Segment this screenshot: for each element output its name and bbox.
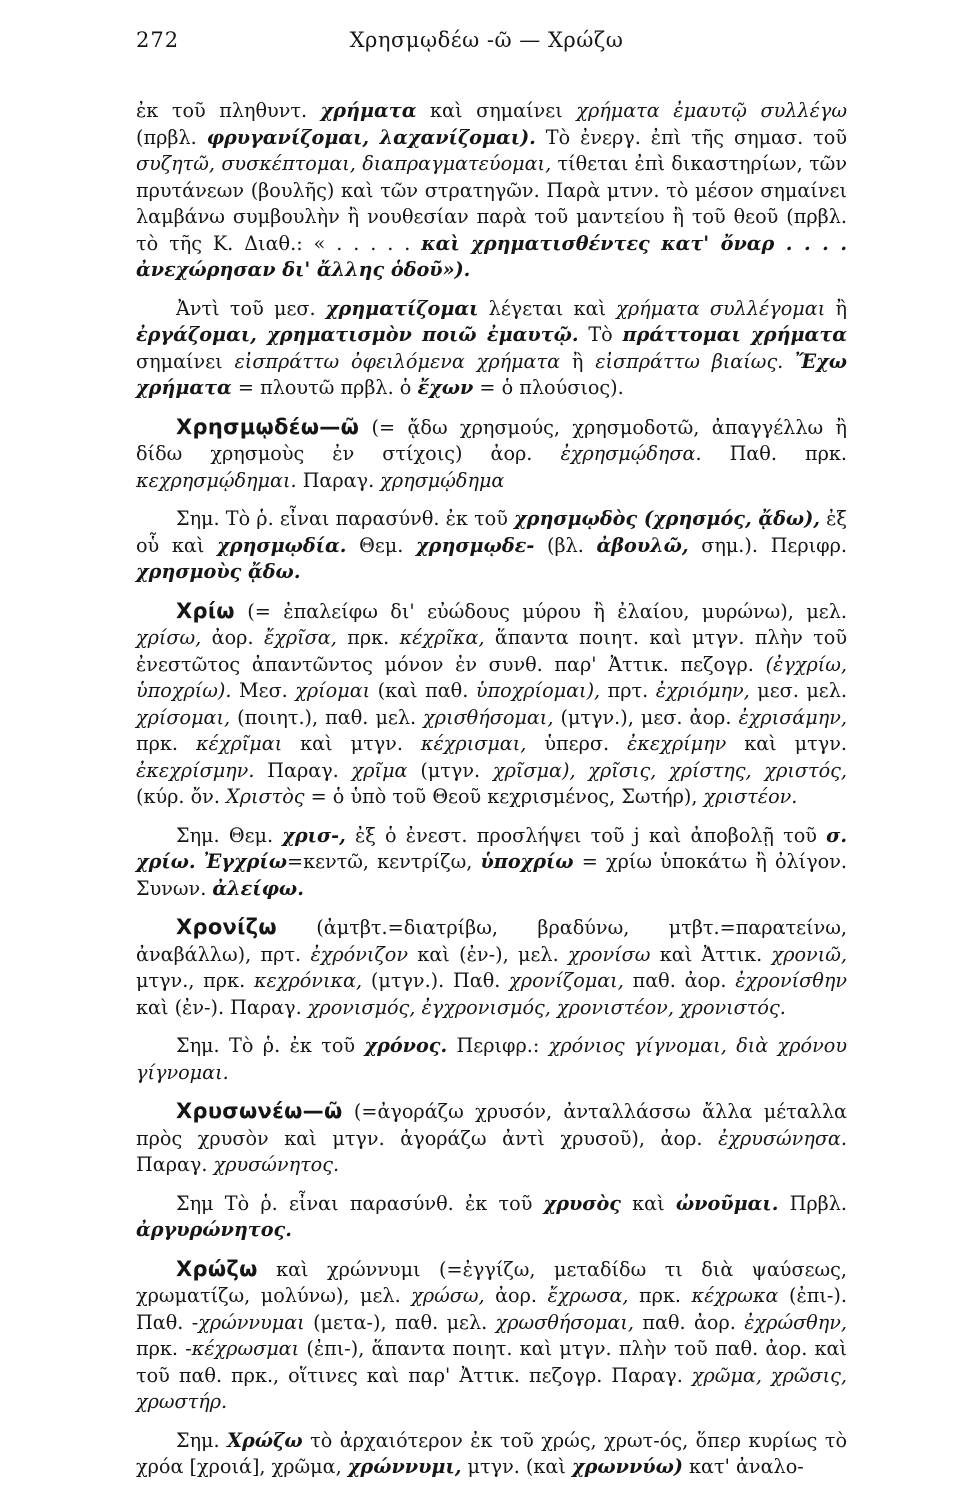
italic-form: χρονίζομαι, xyxy=(509,969,624,992)
text-run: σημ.). Περιφρ. xyxy=(688,533,847,557)
text-run: πρκ. xyxy=(628,1284,692,1307)
italic-form: χρονιῶ, xyxy=(771,942,847,966)
text-run: καὶ χρώννυμι (=ἐγγίζω, μεταδίδω τι διὰ ψαύσεως, χρωματίζω, μολύνω), μελ. xyxy=(136,1257,847,1307)
italic-form: ὑποχρίομαι), xyxy=(475,679,601,702)
italic-form: συζητῶ, συσκέπτομαι, διαπραγματεύομαι, xyxy=(136,152,552,175)
text-run: Παραγ. xyxy=(296,468,381,492)
text-run: (ἐπι-), ἅπαντα ποιητ. καὶ μτγν. πλὴν τοῦ παθ. ἀορ. καὶ τοῦ παθ. πρκ., οἵτινες καὶ παρ' Ἀττικ. πεζογρ. Παραγ. xyxy=(136,1337,847,1387)
headword: Χρησμῳδέω—ῶ xyxy=(176,414,360,439)
entry-paragraph xyxy=(136,1256,847,1416)
text-run: (= ἐπαλείφω δι' εὐώδους μύρου ἢ ἐλαίου, μυρώνω), μελ. xyxy=(234,599,847,623)
entry-paragraph xyxy=(136,296,847,402)
bold-italic-term: χρησμῳδὸς (χρησμός, ᾄδω), xyxy=(514,507,820,530)
note-paragraph xyxy=(136,1191,847,1244)
page-header xyxy=(136,28,847,72)
bold-italic-term: ἀργυρώνητος. xyxy=(136,1218,292,1241)
italic-form: ἐχρώσθην, xyxy=(744,1310,847,1334)
text-run: = πλουτῶ πρβλ. ὁ xyxy=(231,376,418,399)
italic-form: χρήματα ἐμαυτῷ συλλέγω xyxy=(576,99,847,122)
text-run: Σημ. Τὸ ῥ. εἶναι παρασύνθ. ἐκ τοῦ xyxy=(176,507,515,530)
bold-italic-term: χρηματίζομαι xyxy=(325,296,479,320)
text-run: ὑπερσ. xyxy=(526,732,628,755)
italic-form: χρόνιος γίγνομαι, διὰ χρόνου γίγνομαι. xyxy=(136,1034,847,1084)
headword: Χρυσωνέω—ῶ xyxy=(176,1099,343,1123)
italic-form: εἰσπράττω βιαίως. xyxy=(595,349,784,373)
bold-italic-term: χρώννυμι, xyxy=(347,1455,462,1478)
text-run: (ποιητ.), παθ. μελ. xyxy=(230,705,424,729)
text-run: (μτγν.), μεσ. ἀορ. xyxy=(553,705,739,729)
italic-form: ἔχρωσα, xyxy=(547,1284,629,1307)
bold-italic-term: φρυγανίζομαι, λαχανίζομαι). xyxy=(206,125,536,149)
text-run: μτγν., πρκ. xyxy=(136,969,254,992)
headword: Χρώζω xyxy=(176,1256,258,1281)
bold-italic-term: χρωννύω) xyxy=(572,1455,683,1478)
text-run: παθ. ἀορ. xyxy=(634,1310,745,1334)
italic-form: χρῶμα, χρῶσις, χρωστήρ. xyxy=(136,1363,847,1413)
text-run: = ὁ πλούσιος). xyxy=(473,376,624,399)
text-run: καὶ μτγν. xyxy=(726,732,847,755)
italic-form: χρονίσω xyxy=(568,942,651,966)
bold-italic-term: ὑποχρίω xyxy=(480,850,574,873)
text-run: Θεμ. xyxy=(346,533,417,557)
text-run: (βλ. xyxy=(534,533,597,557)
italic-form: χρησμῴδημα xyxy=(380,468,505,492)
text-run xyxy=(783,350,795,373)
italic-form: ἔχρῖσα, xyxy=(263,626,337,649)
text-run: ἐξ οὗ καὶ xyxy=(136,507,847,557)
text-run: Παθ. πρκ. xyxy=(701,442,847,465)
text-run: ἀορ. xyxy=(484,1284,548,1307)
note-paragraph xyxy=(136,1033,847,1086)
italic-form: χρίομαι xyxy=(295,679,371,702)
text-run: Σημ. Τὸ ῥ. ἐκ τοῦ xyxy=(176,1034,365,1057)
text-run: πρτ. xyxy=(600,679,656,702)
text-run: ἐκ τοῦ πληθυντ. xyxy=(136,99,321,122)
text-run: τίθεται ἐπὶ δικαστηρίων, τῶν πρυτάνεων (βουλῆς) καὶ τῶν στρατηγῶν. Παρὰ μτνν. τὸ μέσον σημαίνει λαμβάνω συμβουλὴν ἢ νουθεσίαν παρὰ τοῦ μαντείου ἢ τοῦ θεοῦ (πρβλ. τὸ τῆς Κ. Διαθ.: « . . . . . xyxy=(136,152,847,255)
italic-form: χρίσομαι, xyxy=(136,705,231,729)
text-run: Σημ. xyxy=(176,1428,228,1452)
bold-italic-term: χρισ-, xyxy=(282,823,346,847)
text-run: (=ἀγοράζω χρυσόν, ἀνταλλάσσω ἄλλα μέταλλα πρὸς χρυσὸν καὶ μτγν. ἀγοράζω ἀντὶ χρυσοῦ), ἀορ. xyxy=(136,1100,847,1150)
italic-form: χρονισμός, ἐγχρονισμός, χρονιστέον, χρονιστός. xyxy=(307,995,786,1019)
text-run: Τὸ xyxy=(578,323,623,346)
text-run: μτγν. (καὶ xyxy=(461,1455,572,1478)
text-run: (ἐπι-). Παθ. - xyxy=(136,1284,847,1334)
italic-form: χρῖσμα), χρῖσις, χρίστης, χριστός, xyxy=(493,758,848,782)
entry-paragraph xyxy=(136,98,847,284)
bold-italic-term: Χρώζω xyxy=(227,1428,303,1452)
italic-form: κεχρησμῴδημαι. xyxy=(136,468,297,492)
text-run: (μτγν. xyxy=(407,758,493,782)
text-run: καὶ σημαίνει xyxy=(416,99,577,122)
entry-paragraph xyxy=(136,1098,847,1179)
text-run: = ὁ ὑπὸ τοῦ Θεοῦ κεχρισμένος, Σωτήρ), xyxy=(304,785,704,808)
note-paragraph xyxy=(136,506,847,586)
italic-form: ἐχρυσώνησα. xyxy=(718,1126,847,1150)
text-run: (ἀμτβτ.=διατρίβω, βραδύνω, μτβτ.=παρατείνω, ἀναβάλλω), πρτ. xyxy=(136,916,847,966)
text-run: λέγεται καὶ xyxy=(478,296,617,320)
entry-paragraph xyxy=(136,414,847,495)
text-run: μεσ. μελ. xyxy=(749,679,848,702)
text-run: Σημ Τὸ ῥ. εἶναι παρασύνθ. ἐκ τοῦ xyxy=(176,1191,544,1215)
italic-form: εἰσπράττω ὀφειλόμενα χρήματα xyxy=(234,349,561,373)
italic-form: χρίσω, xyxy=(136,626,202,649)
text-run: ἐξ ὁ ἐνεστ. προσλήψει τοῦ j καὶ ἀποβολῇ τοῦ xyxy=(345,823,827,847)
italic-form: χριστέον. xyxy=(703,785,798,808)
italic-form: ἐκεχρίμην xyxy=(627,732,727,755)
italic-form: χρῖμα xyxy=(351,758,408,782)
italic-form: χρώσω, xyxy=(411,1284,485,1307)
entry-paragraph xyxy=(136,598,847,811)
text-run: (= ᾄδω χρησμούς, χρησμοδοτῶ, ἀπαγγέλλω ἢ δίδω χρησμοὺς ἐν στίχοις) ἀορ. xyxy=(136,415,847,465)
text-run: πρκ. xyxy=(136,732,196,755)
text-run: Ἀντὶ τοῦ μεσ. xyxy=(176,296,326,320)
text-run: Παραγ. xyxy=(136,1153,214,1176)
bold-italic-term: χρησμῳδία. xyxy=(217,533,347,557)
text-run: Παραγ. xyxy=(254,758,352,782)
text-run: Τὸ ἐνεργ. ἐπὶ τῆς σημασ. τοῦ xyxy=(535,125,847,149)
italic-form: ἐχρισάμην, xyxy=(738,705,847,729)
text-run: ἀορ. xyxy=(201,626,264,649)
bold-italic-term: καὶ χρηματισθέντες κατ' ὄναρ . . . . ἀνεχώρησαν δι' ἄλλης ὁδοῦ»). xyxy=(136,231,847,281)
text-run: Περιφρ.: xyxy=(447,1034,549,1057)
text-run: καὶ xyxy=(620,1191,676,1215)
text-run: καὶ Ἀττικ. xyxy=(650,942,772,966)
text-run: (κύρ. ὄν. xyxy=(136,785,227,808)
bold-italic-term: χρήματα xyxy=(320,99,417,122)
italic-form: χρισθήσομαι, xyxy=(423,705,554,729)
italic-form: ἐκεχρίσμην. xyxy=(136,758,255,782)
bold-italic-term: ἔχων xyxy=(417,376,474,399)
text-run: =κεντῶ, κεντρίζω, xyxy=(287,850,481,873)
italic-form: χρήματα συλλέγομαι xyxy=(616,296,826,320)
page-number: 272 xyxy=(136,28,180,52)
text-run: σημαίνει xyxy=(136,349,235,373)
text-run: ἢ xyxy=(825,296,847,320)
headword: Χρίω xyxy=(176,598,235,623)
text-run: καὶ (ἐν-), μελ. xyxy=(408,942,569,966)
italic-form: κέχρῖκα, xyxy=(399,626,485,649)
text-run: παθ. ἀορ. xyxy=(623,969,736,992)
bold-italic-term: χρησμοὺς ᾄδω. xyxy=(136,560,301,583)
note-paragraph xyxy=(136,1428,847,1481)
italic-form: χρυσώνητος. xyxy=(213,1153,340,1176)
text-run: πρκ. - xyxy=(136,1337,192,1360)
italic-form: Χριστὸς xyxy=(226,785,305,808)
bold-italic-term: ὠνοῦμαι. xyxy=(675,1191,779,1215)
bold-italic-term: ἐργάζομαι, χρηματισμὸν ποιῶ ἐμαυτῷ. xyxy=(136,323,579,346)
text-run: (μτγν.). Παθ. xyxy=(362,969,510,992)
entry-paragraph xyxy=(136,914,847,1021)
text-run: κατ' ἀναλο- xyxy=(682,1455,804,1478)
italic-form: (ἐγχρίω, ὑποχρίω). xyxy=(136,652,847,702)
italic-form: ἐχρονίσθην xyxy=(735,969,847,992)
text-run: Σημ. Θεμ. xyxy=(176,823,283,847)
entries-body xyxy=(136,98,847,1481)
italic-form: χρώννυμαι xyxy=(198,1310,305,1334)
bold-italic-term: σ. χρίω. xyxy=(136,823,847,873)
text-run: (πρβλ. xyxy=(136,125,207,149)
text-run: τὸ ἀρχαιότερον ἐκ τοῦ χρώς, χρωτ-ός, ὅπερ κυρίως τὸ χρόα [χροιά], χρῶμα, xyxy=(136,1428,847,1478)
text-run xyxy=(196,850,204,873)
italic-form: ἐχρησμῴδησα. xyxy=(560,442,702,465)
italic-form: κέχρωκα xyxy=(691,1284,779,1307)
bold-italic-term: χρυσὸς xyxy=(543,1191,621,1215)
italic-form: κέχρῖμαι xyxy=(195,732,283,755)
italic-form: κεχρόνικα, xyxy=(253,969,363,992)
italic-form: κέχρισμαι, xyxy=(420,732,527,755)
italic-form: χρωσθήσομαι, xyxy=(495,1310,635,1334)
bold-italic-term: Ἐγχρίω xyxy=(203,850,287,873)
bold-italic-term: Ἔχω χρήματα xyxy=(136,349,847,399)
text-run: καὶ μτγν. xyxy=(282,732,421,755)
text-run: Μεσ. xyxy=(231,679,296,702)
italic-form: ἐχρόνιζον xyxy=(310,942,409,966)
text-run: (καὶ παθ. xyxy=(370,679,476,702)
bold-italic-term: χρόνος. xyxy=(364,1034,448,1057)
running-head: Χρησμῳδέω -ῶ — Χρώζω xyxy=(349,28,624,52)
headword: Χρονίζω xyxy=(176,915,277,939)
text-run: πρκ. xyxy=(336,626,400,649)
text-run: (μετα-), παθ. μελ. xyxy=(304,1310,496,1334)
text-run: = χρίω ὑποκάτω ἢ ὀλίγον. Συνων. xyxy=(136,850,847,900)
bold-italic-term: χρησμῳδε- xyxy=(416,533,535,557)
text-run: Πρβλ. xyxy=(778,1191,847,1215)
bold-italic-term: ἀβουλῶ, xyxy=(596,533,689,557)
text-run: ἢ xyxy=(560,349,596,373)
italic-form: κέχρωσμαι xyxy=(191,1337,300,1360)
note-paragraph xyxy=(136,823,847,903)
italic-form: ἐχριόμην, xyxy=(655,679,750,702)
text-run: ἅπαντα ποιητ. καὶ μτγν. πλὴν τοῦ ἐνεστῶτος ἀπαντῶντος μόνον ἐν συνθ. παρ' Ἀττικ. πεζογρ. xyxy=(136,626,848,676)
bold-italic-term: ἀλείφω. xyxy=(212,876,304,900)
text-run: καὶ (ἐν-). Παραγ. xyxy=(136,995,308,1019)
bold-italic-term: πράττομαι χρήματα xyxy=(622,323,847,346)
